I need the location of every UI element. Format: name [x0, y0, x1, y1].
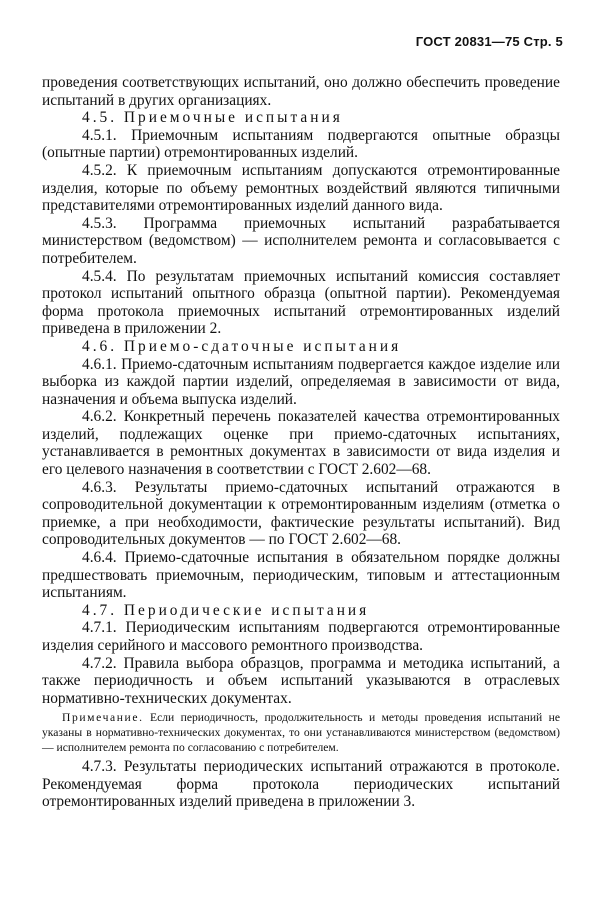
paragraph-4-7-3: 4.7.3. Результаты периодических испытаний отражаются в протоколе. Рекомендуемая форма протокола периодических испытаний отремонтированных изделий приведена в приложении 3.	[42, 758, 560, 811]
note-text: Если периодичность, продолжительность и методы проведения испытаний не указаны в нормативно-технических документах, то они устанавливаются министерством (ведомством) — исполнителем ремонта по согласованию с потребителем.	[42, 711, 560, 754]
paragraph-4-5-2: 4.5.2. К приемочным испытаниям допускаются отремонтированные изделия, которые по объему ремонтных воздействий являются типичными представителями отремонтированных изделий данного вида.	[42, 161, 560, 215]
paragraph-4-5-4: 4.5.4. По результатам приемочных испытаний комиссия составляет протокол испытаний опытного образца (опытной партии). Рекомендуемая форма протокола приемочных испытаний отремонтированных изделий приведена в приложении 2.	[42, 267, 560, 338]
running-header: ГОСТ 20831—75 Стр. 5	[415, 34, 563, 49]
section-heading-4-6: 4.6. Приемо-сдаточные испытания	[82, 337, 402, 355]
note-label: Примечание.	[62, 711, 144, 725]
paragraph-4-6-4: 4.6.4. Приемо-сдаточные испытания в обязательном порядке должны предшествовать приемочным, периодическим, типовым и аттестационным испытаниям.	[42, 549, 560, 602]
document-body	[42, 74, 560, 811]
note-block	[42, 711, 560, 755]
section-heading-4-5: 4.5. Приемочные испытания	[82, 109, 343, 127]
paragraph-4-6-1: 4.6.1. Приемо-сдаточным испытаниям подвергается каждое изделие или выборка из каждой партии изделий, определяемая в зависимости от вида, назначения и объема выпуска изделий.	[42, 355, 560, 408]
paragraph-4-5-1: 4.5.1. Приемочным испытаниям подвергаются опытные образцы (опытные партии) отремонтированных изделий.	[42, 126, 560, 162]
paragraph-4-6-2: 4.6.2. Конкретный перечень показателей качества отремонтированных изделий, подлежащих оценке при приемо-сдаточных испытаниях, устанавливается в ремонтных документах в зависимости от вида изделия и его целевого назначения в соответствии с ГОСТ 2.602—68.	[42, 408, 560, 479]
paragraph-4-5-3: 4.5.3. Программа приемочных испытаний разрабатывается министерством (ведомством) — исполнителем ремонта и согласовывается с потребителем.	[42, 214, 560, 267]
paragraph-4-7-2: 4.7.2. Правила выбора образцов, программа и методика испытаний, а также периодичность и объем испытаний указываются в отраслевых нормативно-технических документах.	[42, 654, 560, 707]
paragraph-continuation: проведения соответствующих испытаний, оно должно обеспечить проведение испытаний в других организациях.	[42, 74, 560, 109]
section-heading-4-7: 4.7. Периодические испытания	[82, 601, 370, 619]
paragraph-4-7-1: 4.7.1. Периодическим испытаниям подвергаются отремонтированные изделия серийного и массового ремонтного производства.	[42, 619, 560, 654]
paragraph-4-6-3: 4.6.3. Результаты приемо-сдаточных испытаний отражаются в сопроводительной документации к отремонтированным изделиям (отметка о приемке, а при необходимости, фактические результаты испытаний). Вид сопроводительных документов — по ГОСТ 2.602—68.	[42, 478, 560, 549]
